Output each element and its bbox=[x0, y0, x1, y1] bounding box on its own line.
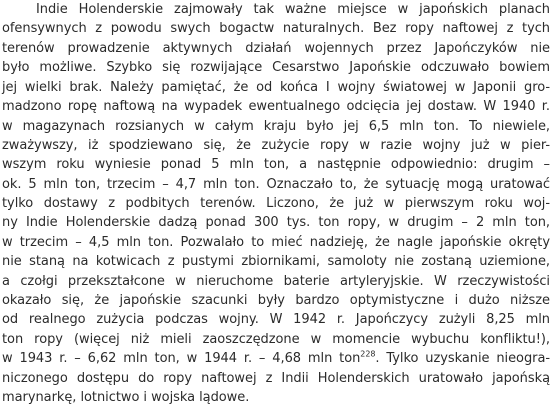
text-line: a czołgi przekształcone w nieruchome baterie artyleryjskie. W rzeczywistości bbox=[2, 274, 550, 289]
text-line: ny Indie Holenderskie dadzą ponad 300 tys. ton ropy, w drugim – 2 mln ton, bbox=[2, 215, 550, 230]
text-line: niczonego dostępu do ropy naftowej z Indii Holenderskich uratowało japońską bbox=[2, 371, 550, 386]
text-line: od realnego zużycia podczas wojny. W 1942 r. Japończycy zużyli 8,25 mln bbox=[2, 312, 550, 327]
text-line: marynarkę, lotnictwo i wojska lądowe. bbox=[2, 390, 250, 405]
text-line: ton ropy (więcej niż mieli zaoszczędzone w momencie wybuchu konfliktu!), bbox=[2, 332, 550, 347]
text-line: ok. 5 mln ton, trzecim – 4,7 mln ton. Oznaczało to, że sytuację mogą uratować bbox=[2, 177, 550, 192]
text-segment: w 1943 r. – 6,62 mln ton, w 1944 r. – 4,68 mln ton bbox=[2, 351, 361, 366]
text-line: madzono ropę naftową na wypadek ewentualnego odcięcia jej dostaw. W 1940 r. bbox=[2, 99, 550, 114]
text-line: wszym roku wyniesie ponad 5 mln ton, a następnie odpowiednio: drugim – bbox=[2, 157, 550, 172]
text-line: nie staną na kotwicach z pustymi zbiornikami, samoloty nie zostaną uziemione, bbox=[2, 254, 550, 269]
text-line: ofensywnych z powodu swych bogactw naturalnych. Bez ropy naftowej z tych bbox=[2, 21, 550, 36]
text-line: terenów prowadzenie aktywnych działań wojennych przez Japończyków nie bbox=[2, 41, 550, 56]
text-line: tylko dostawy z podbitych terenów. Liczono, że już w pierwszym roku woj- bbox=[2, 196, 550, 211]
text-line: Indie Holenderskie zajmowały tak ważne miejsce w japońskich planach bbox=[36, 2, 550, 17]
text-line: w magazynach rozsianych w całym kraju było jej 6,5 mln ton. To niewiele, bbox=[2, 119, 550, 134]
text-line: jej wielki brak. Należy pamiętać, że od końca I wojny światowej w Japonii gro- bbox=[2, 80, 550, 95]
text-line: zważywszy, iż spodziewano się, że zużycie ropy w razie wojny już w pier- bbox=[2, 138, 550, 153]
text-line-with-footnote bbox=[2, 351, 550, 371]
text-line: w trzecim – 4,5 mln ton. Pozwalało to mieć nadzieję, że nagle japońskie okręty bbox=[2, 235, 550, 250]
footnote-reference: 228 bbox=[360, 349, 376, 359]
text-line: okazało się, że japońskie szacunki były bardzo optymistyczne i dużo niższe bbox=[2, 293, 550, 308]
text-line: było możliwe. Szybko się rozwijające Cesarstwo Japońskie odczuwało bowiem bbox=[2, 60, 550, 75]
text-segment: . Tylko uzyskanie nieogra- bbox=[375, 351, 551, 366]
